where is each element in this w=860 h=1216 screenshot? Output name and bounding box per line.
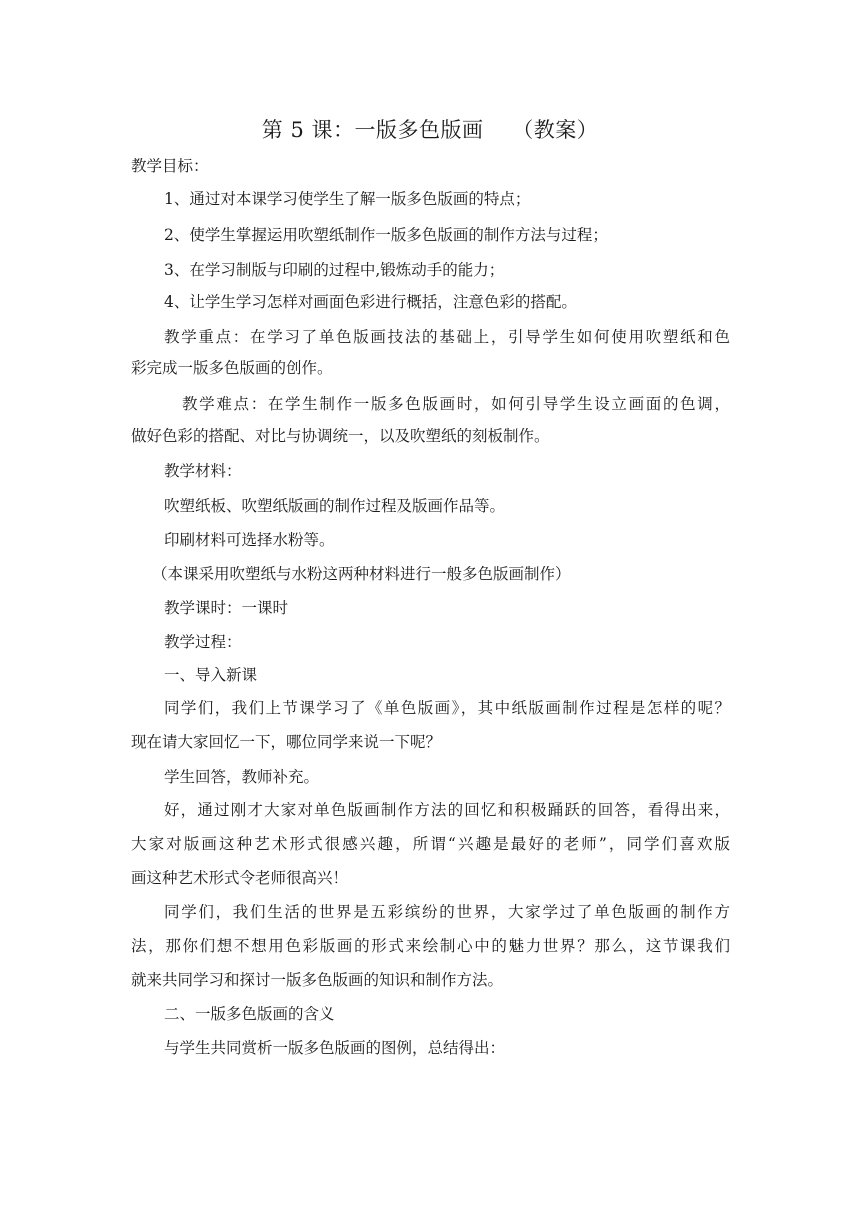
- materials-line-1: 吹塑纸板、吹塑纸版画的制作过程及版画作品等。: [164, 497, 506, 515]
- key-points-line-2: 彩完成一版多色版画的创作。: [131, 359, 333, 377]
- process-heading: 教学过程：: [164, 633, 242, 651]
- section-heading-objectives: 教学目标：: [131, 157, 209, 175]
- intro-paragraph-2: 学生回答，教师补充。: [164, 768, 320, 786]
- objective-item-3: 3、在学习制版与印刷的过程中,锻炼动手的能力；: [164, 261, 505, 279]
- section-meaning-heading: 二、一版多色版画的含义: [164, 1005, 335, 1023]
- materials-line-2: 印刷材料可选择水粉等。: [164, 531, 335, 549]
- lesson-hours: 教学课时：一课时: [164, 599, 289, 617]
- difficulties-line-1: 教学难点：在学生制作一版多色版画时，如何引导学生设立画面的色调，: [182, 395, 730, 413]
- intro-paragraph-4-line-3: 就来共同学习和探讨一版多色版画的知识和制作方法。: [131, 971, 504, 989]
- intro-paragraph-1-line-1: 同学们，我们上节课学习了《单色版画》，其中纸版画制作过程是怎样的呢？: [164, 699, 730, 717]
- section-intro-heading: 一、导入新课: [164, 666, 258, 684]
- intro-paragraph-1-line-2: 现在请大家回忆一下，哪位同学来说一下呢？: [131, 733, 442, 751]
- intro-paragraph-3-line-2: 大家对版画这种艺术形式很感兴趣，所谓“兴趣是最好的老师”，同学们喜欢版: [131, 835, 730, 853]
- objective-item-1: 1、通过对本课学习使学生了解一版多色版画的特点；: [164, 190, 531, 208]
- intro-paragraph-4-line-2: 法，那你们想不想用色彩版画的形式来绘制心中的魅力世界？那么，这节课我们: [131, 937, 730, 955]
- document-title: 第 5 课：一版多色版画 （教案）: [261, 118, 599, 142]
- difficulties-line-2: 做好色彩的搭配、对比与协调统一，以及吹塑纸的刻板制作。: [131, 427, 550, 445]
- materials-note: （本课采用吹塑纸与水粉这两种材料进行一般多色版画制作）: [152, 565, 571, 583]
- intro-paragraph-3-line-3: 画这种艺术形式令老师很高兴！: [131, 869, 349, 887]
- objective-item-4: 4、让学生学习怎样对画面色彩进行概括，注意色彩的搭配。: [164, 293, 577, 311]
- objective-item-2: 2、使学生掌握运用吹塑纸制作一版多色版画的制作方法与过程；: [164, 226, 608, 244]
- materials-heading: 教学材料：: [164, 462, 242, 480]
- meaning-paragraph: 与学生共同赏析一版多色版画的图例，总结得出：: [164, 1039, 506, 1057]
- key-points-line-1: 教学重点：在学习了单色版画技法的基础上，引导学生如何使用吹塑纸和色: [164, 328, 730, 346]
- intro-paragraph-3-line-1: 好，通过刚才大家对单色版画制作方法的回忆和积极踊跃的回答，看得出来，: [164, 801, 730, 819]
- intro-paragraph-4-line-1: 同学们，我们生活的世界是五彩缤纷的世界，大家学过了单色版画的制作方: [164, 903, 730, 921]
